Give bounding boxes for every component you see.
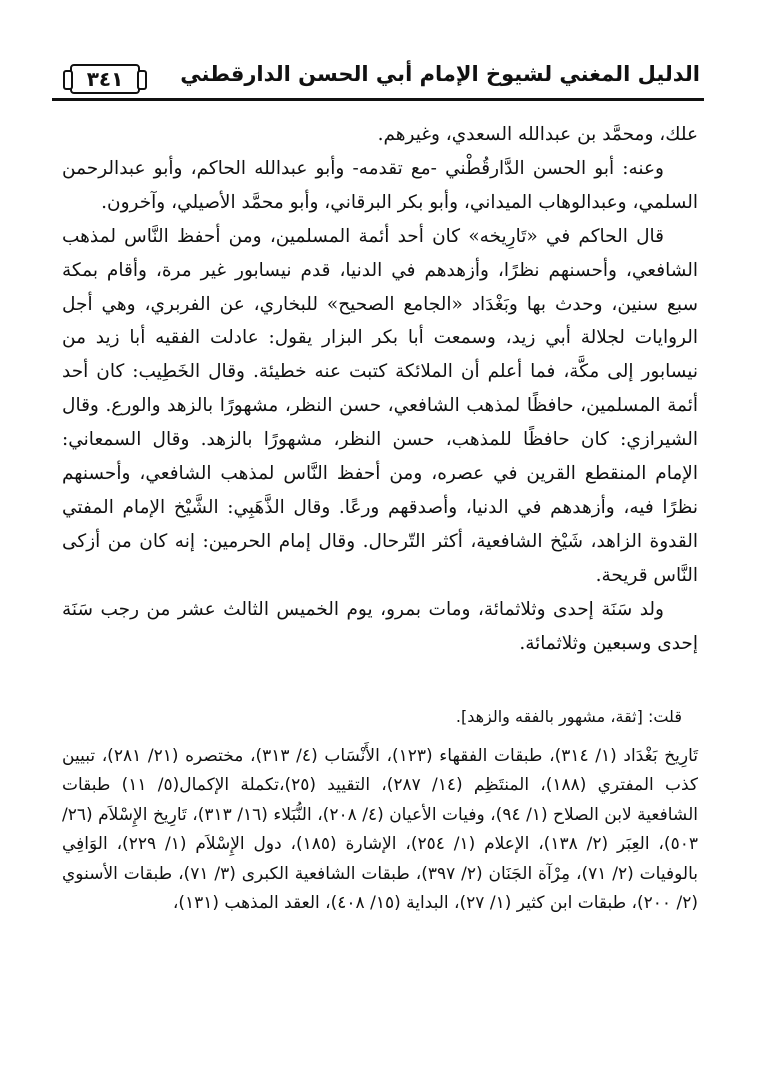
author-verdict: قلت: [ثقة، مشهور بالفقه والزهد]. [455,707,682,726]
paragraph-narrators: وعنه: أبو الحسن الدَّارقُطْني -مع تقدمه- وأبو عبدالله الحاكم، وأبو عبدالرحمن السلمي، وعبدالوهاب الميداني، وأبو بكر البرقاني، وأبو محمَّد الأصيلي، وآخرون. [62,157,698,213]
sources-list [62,742,698,918]
running-title: الدليل المغني لشيوخ الإمام أبي الحسن الدارقطني [180,62,700,86]
page-number: ٣٤١ [70,64,140,94]
sources-text: تَارِيخ بَغْدَاد (١/ ٣١٤)، طبقات الفقهاء (١٢٣)، الأَنْسَاب (٤/ ٣١٣)، مختصره (٢١/ ٢٨١)، تبيين كذب المفتري (١٨٨)، المنتَظِم (١٤/ ٢٨٧)، التقييد (٢٥)،تكملة الإكمال(٥/ ١١) طبقات الشافعية لابن الصلاح (١/ ٩٤)، وفيات الأعيان (٤/ ٢٠٨)، النُّبَلاء (١٦/ ٣١٣)، تَارِيخ الإِسْلاَم (٢٦/ ٥٠٣)، العِبَر (٢/ ١٣٨)، الإعلام (١/ ٢٥٤)، الإشارة (١٨٥)، دول الإِسْلاَم (١/ ٢٢٩)، الوَافِي بالوفيات (٢/ ٧١)، مِرْآة الجَنَان (٢/ ٣٩٧)، طبقات الشافعية الكبرى (٣/ ٧١)، طبقات الأسنوي (٢/ ٢٠٠)، طبقات ابن كثير (١/ ٢٧)، البداية (١٥/ ٤٠٨)، العقد المذهب (١٣١)، [62,746,699,914]
page-header [52,58,704,101]
body-text [62,118,698,661]
paragraph-biography: قال الحاكم في «تَارِيخه» كان أحد أئمة المسلمين، ومن أحفظ النَّاس لمذهب الشافعي، وأحسنهم نظرًا، وأزهدهم في الدنيا، قدم نيسابور غير مرة، وأقام بمكة سبع سنين، وحدث بها وبَغْدَاد «الجامع الصحيح» للبخاري، عن الفربري، وهي أجل الروايات لجلالة أبي زيد، وسمعت أبا بكر البزار يقول: عادلت الفقيه أبا زيد من نيسابور إلى مكَّة، فما أعلم أن الملائكة كتبت عنه خطيئة. وقال الخَطِيب: كان أحد أئمة المسلمين، حافظًا لمذهب الشافعي، حسن النظر، مشهورًا بالزهد والورع. وقال الشيرازي: كان حافظًا للمذهب، حسن النظر، مشهورًا بالزهد. وقال السمعاني: الإمام المنقطع القرين في عصره، ومن أحفظ النَّاس لمذهب الشافعي، وأحسنهم نظرًا فيه، وأزهدهم في الدنيا، وأصدقهم ورعًا. وقال الذَّهَبِي: الشَّيْخ الإمام المفتي القدوة الزاهد، شَيْخ الشافعية، أكثر التّرحال. وقال إمام الحرمين: إنه كان من أزكى النَّاس قريحة. [62,225,698,586]
paragraph-birth-death: ولد سَنَة إحدى وثلاثمائة، ومات بمرو، يوم الخميس الثالث عشر من رجب سَنَة إحدى وسبعين وثلاثمائة. [62,598,698,654]
paragraph-students-continued: علك، ومحمَّد بن عبدالله السعدي، وغيرهم. [377,124,698,145]
